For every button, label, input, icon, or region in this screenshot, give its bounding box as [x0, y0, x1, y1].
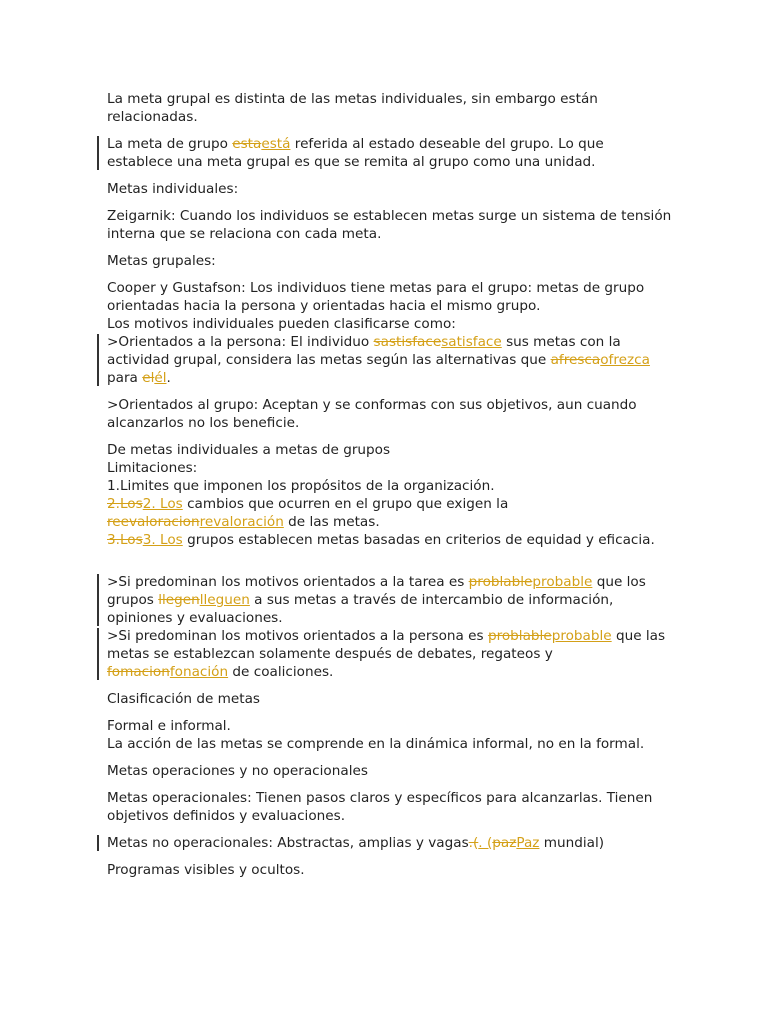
deleted-text: 2.Los: [107, 496, 143, 512]
inserted-text: 2. Los: [142, 496, 183, 512]
deleted-text: paz: [492, 835, 517, 851]
deleted-text: reevaloracion: [107, 514, 200, 530]
paragraph-p18: [107, 717, 673, 735]
deleted-text: fomacion: [107, 664, 170, 680]
paragraph-p20: [107, 762, 673, 780]
deleted-text: afresca: [550, 352, 601, 368]
inserted-text: lleguen: [199, 592, 250, 608]
text-run: >Orientados a la persona: El individuo: [107, 334, 374, 350]
paragraph-p10: [107, 441, 673, 459]
paragraph-p6: [107, 279, 673, 315]
text-run: Metas individuales:: [107, 181, 239, 197]
paragraph-p14: [107, 531, 673, 549]
text-run: que las metas se establezcan solamente después de debates, regateos y: [107, 628, 666, 662]
text-run: Metas operacionales: Tienen pasos claros y específicos para alcanzarlas. Tienen objetivos definidos y evaluaciones.: [107, 790, 653, 824]
paragraph-p2: [107, 135, 673, 171]
deleted-text: sastisface: [373, 334, 442, 350]
text-run: >Orientados al grupo: Aceptan y se conformas con sus objetivos, aun cuando alcanzarlos no los beneficie.: [107, 397, 637, 431]
deleted-text: esta: [232, 136, 262, 152]
inserted-text: . (: [478, 835, 493, 851]
text-run: La meta de grupo: [107, 136, 233, 152]
deleted-text: llegen: [158, 592, 200, 608]
text-run: .: [166, 370, 171, 386]
text-run: Programas visibles y ocultos.: [107, 862, 305, 878]
text-run: grupos establecen metas basadas en criterios de equidad y eficacia.: [182, 532, 655, 548]
paragraph-p17: [107, 690, 673, 708]
text-run: Metas grupales:: [107, 253, 216, 269]
text-run: Limitaciones:: [107, 460, 198, 476]
text-run: La meta grupal es distinta de las metas individuales, sin embargo están relacionadas.: [107, 91, 598, 125]
paragraph-p23: [107, 861, 673, 879]
paragraph-p11: [107, 459, 673, 477]
text-run: sus metas con la actividad grupal, considera las metas según las alternativas que: [107, 334, 621, 368]
paragraph-p12: [107, 477, 673, 495]
revision-change-bar: [97, 136, 99, 170]
text-run: Zeigarnik: Cuando los individuos se establecen metas surge un sistema de tensión interna que se relaciona con cada meta.: [107, 208, 672, 242]
inserted-text: fonación: [169, 664, 229, 680]
paragraph-p7: [107, 315, 673, 333]
paragraph-p3: [107, 180, 673, 198]
text-run: de las metas.: [283, 514, 380, 530]
deleted-text: .(: [468, 835, 479, 851]
deleted-text: problable: [487, 628, 552, 644]
paragraph-p8: [107, 333, 673, 387]
text-run: Metas no operacionales: Abstractas, amplias y vagas: [107, 835, 469, 851]
paragraph-p19: [107, 735, 673, 753]
text-run: La acción de las metas se comprende en la dinámica informal, no en la formal.: [107, 736, 645, 752]
text-run: Clasificación de metas: [107, 691, 260, 707]
text-run: De metas individuales a metas de grupos: [107, 442, 391, 458]
text-run: 1.Limites que imponen los propósitos de la organización.: [107, 478, 495, 494]
paragraph-p22: [107, 834, 673, 852]
paragraph-p1: [107, 90, 673, 126]
revision-change-bar: [97, 628, 99, 680]
text-run: mundial): [539, 835, 605, 851]
revision-change-bar: [97, 835, 99, 851]
paragraph-p5: [107, 252, 673, 270]
inserted-text: revaloración: [199, 514, 284, 530]
text-run: de coaliciones.: [228, 664, 334, 680]
paragraph-p15: [107, 573, 673, 627]
text-run: que los grupos: [107, 574, 646, 608]
text-run: a sus metas a través de intercambio de información, opiniones y evaluaciones.: [107, 592, 614, 626]
deleted-text: el: [142, 370, 155, 386]
inserted-text: Paz: [516, 835, 540, 851]
inserted-text: él: [154, 370, 167, 386]
inserted-text: está: [261, 136, 291, 152]
text-run: Metas operaciones y no operacionales: [107, 763, 368, 779]
deleted-text: 3.Los: [107, 532, 143, 548]
deleted-text: problable: [468, 574, 533, 590]
revision-change-bar: [97, 574, 99, 626]
paragraph-p13: [107, 495, 673, 531]
paragraph-p16: [107, 627, 673, 681]
paragraph-p9: [107, 396, 673, 432]
revision-change-bar: [97, 334, 99, 386]
text-run: Cooper y Gustafson: Los individuos tiene metas para el grupo: metas de grupo orientadas hacia la persona y orientadas hacia el mismo grupo.: [107, 280, 645, 314]
text-run: para: [107, 370, 143, 386]
inserted-text: satisface: [441, 334, 502, 350]
inserted-text: probable: [532, 574, 593, 590]
text-run: >Si predominan los motivos orientados a la persona es: [107, 628, 488, 644]
text-run: cambios que ocurren en el grupo que exigen la: [182, 496, 509, 512]
paragraph-p4: [107, 207, 673, 243]
document-body: [107, 90, 673, 888]
inserted-text: ofrezca: [600, 352, 650, 368]
paragraph-p21: [107, 789, 673, 825]
text-run: Los motivos individuales pueden clasificarse como:: [107, 316, 456, 332]
text-run: referida al estado deseable del grupo. Lo que establece una meta grupal es que se remita al grupo como una unidad.: [107, 136, 604, 170]
inserted-text: 3. Los: [142, 532, 183, 548]
text-run: >Si predominan los motivos orientados a la tarea es: [107, 574, 469, 590]
text-run: Formal e informal.: [107, 718, 231, 734]
inserted-text: probable: [551, 628, 612, 644]
